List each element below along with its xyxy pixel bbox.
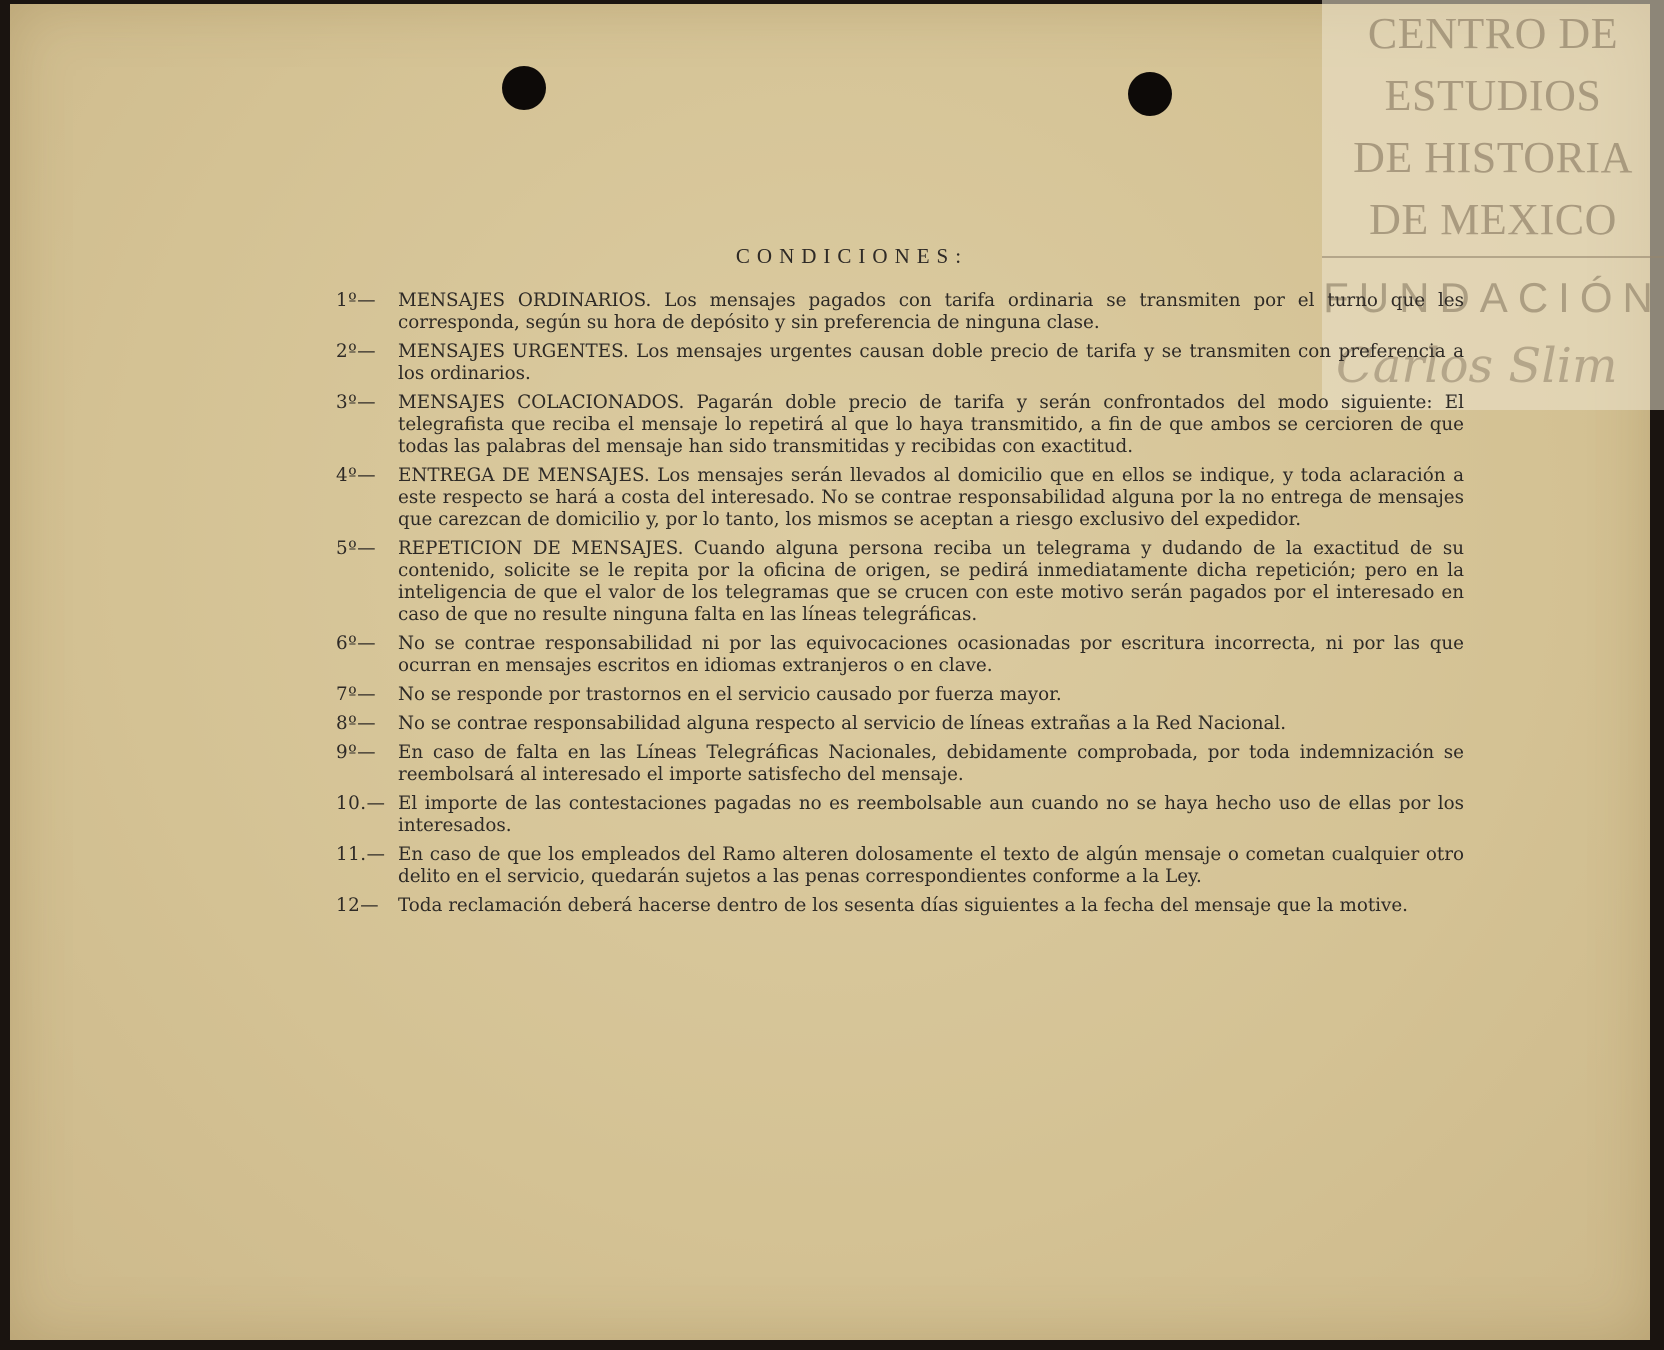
condition-number: 10.— [336, 793, 386, 814]
condition-number: 7º— [336, 684, 377, 705]
condition-text: No se contrae responsabilidad alguna respecto al servicio de líneas extrañas a la Red Nacional. [398, 713, 1287, 734]
condition-text: REPETICION DE MENSAJES. Cuando alguna persona reciba un telegrama y dudando de la exactitud de su contenido, solicite se le repita por la oficina de origen, se pedirá inmediatamente dicha repetición; pero en la inteligencia de que el valor de los telegramas que se crucen con este motivo serán pagados por el interesado en caso de que no resulte ninguna falta en las líneas telegráficas. [398, 538, 1464, 625]
condition-item [336, 844, 1464, 888]
condition-item [336, 538, 1464, 626]
condition-text: MENSAJES ORDINARIOS. Los mensajes pagados con tarifa ordinaria se transmiten por el turno que les corresponda, según su hora de depósito y sin preferencia de ninguna clase. [398, 290, 1464, 333]
watermark-line: DE MEXICO [1369, 195, 1617, 244]
condition-number: 6º— [336, 633, 377, 654]
condition-number: 9º— [336, 742, 377, 763]
condition-number: 3º— [336, 392, 377, 413]
condition-item [336, 793, 1464, 837]
condition-text: En caso de que los empleados del Ramo alteren dolosamente el texto de algún mensaje o cometan cualquier otro delito en el servicio, quedarán sujetos a las penas correspondientes conforme a la Ley. [398, 844, 1464, 887]
condition-item [336, 465, 1464, 531]
condition-item [336, 684, 1464, 706]
watermark-line: ESTUDIOS [1384, 71, 1602, 120]
condition-item [336, 633, 1464, 677]
condition-number: 1º— [336, 290, 377, 311]
condition-item [336, 895, 1464, 917]
condition-item [336, 341, 1464, 385]
condition-item [336, 713, 1464, 735]
condition-number: 2º— [336, 341, 377, 362]
watermark-signature: Carlos Slim [1336, 338, 1618, 394]
condition-number: 11.— [336, 844, 386, 865]
condition-text: ENTREGA DE MENSAJES. Los mensajes serán llevados al domicilio que en ellos se indique, y toda aclaración a este respecto se hará a costa del interesado. No se contrae responsabilidad alguna por la no entrega de mensajes que carezcan de domicilio y, por lo tanto, los mismos se aceptan a riesgo exclusivo del expedidor. [398, 465, 1464, 530]
punch-hole-right [1128, 72, 1172, 116]
condition-text: MENSAJES COLACIONADOS. Pagarán doble precio de tarifa y serán confrontados del modo siguiente: El telegrafista que reciba el mensaje lo repetirá al que lo haya transmitido, a fin de que ambos se cercioren de que todas las palabras del mensaje han sido transmitidas y recibidas con exactitud. [398, 392, 1464, 457]
punch-hole-left [502, 66, 546, 110]
condition-item [336, 392, 1464, 458]
condition-number: 8º— [336, 713, 377, 734]
condition-text: En caso de falta en las Líneas Telegráficas Nacionales, debidamente comprobada, por toda indemnización se reembolsará al interesado el importe satisfecho del mensaje. [398, 742, 1464, 785]
watermark-line: DE HISTORIA [1353, 133, 1633, 182]
watermark-foundation: FUNDACIÓN [1323, 274, 1663, 321]
conditions-list [336, 290, 1464, 924]
watermark-line: CENTRO DE [1367, 9, 1619, 58]
condition-number: 12— [336, 895, 380, 916]
condition-text: MENSAJES URGENTES. Los mensajes urgentes causan doble precio de tarifa y se transmiten con preferencia a los ordinarios. [398, 341, 1464, 384]
condition-number: 5º— [336, 538, 377, 559]
document-title: CONDICIONES: [735, 244, 969, 268]
condition-text: No se responde por trastornos en el servicio causado por fuerza mayor. [398, 684, 1062, 705]
condition-number: 4º— [336, 465, 377, 486]
condition-item [336, 742, 1464, 786]
condition-text: Toda reclamación deberá hacerse dentro de los sesenta días siguientes a la fecha del mensaje que la motive. [398, 895, 1408, 916]
condition-text: El importe de las contestaciones pagadas no es reembolsable aun cuando no se haya hecho uso de ellas por los interesados. [398, 793, 1464, 836]
condition-item [336, 290, 1464, 334]
condition-text: No se contrae responsabilidad ni por las equivocaciones ocasionadas por escritura incorrecta, ni por las que ocurran en mensajes escritos en idiomas extranjeros o en clave. [398, 633, 1464, 676]
